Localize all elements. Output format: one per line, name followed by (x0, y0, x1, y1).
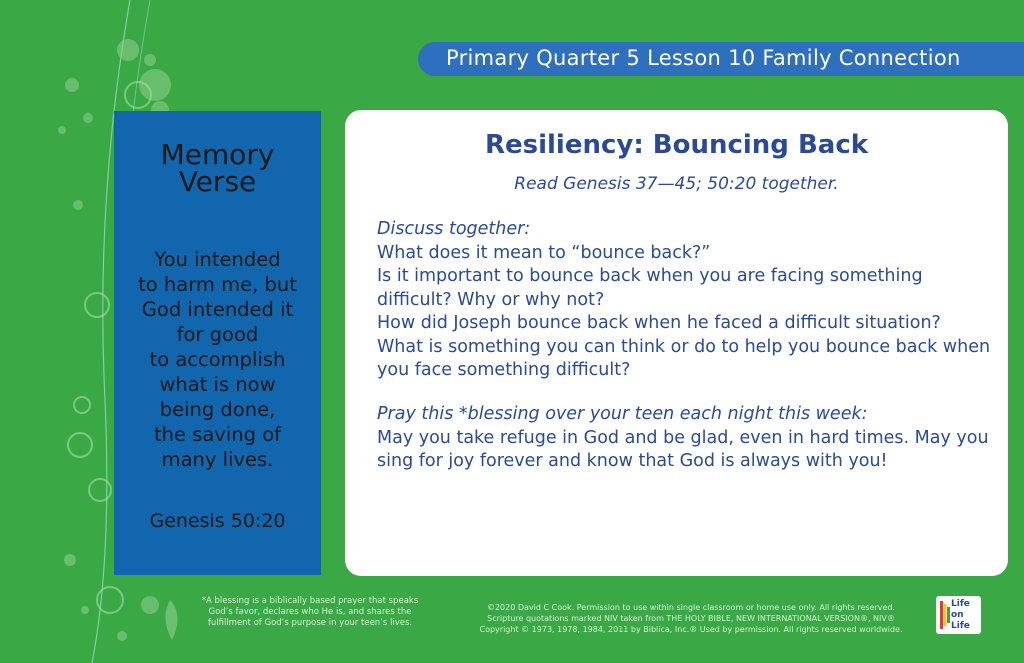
question-item: Is it important to bounce back when you are facing something difficult? Why or why not? (377, 266, 923, 310)
card-subtitle: Read Genesis 37—45; 50:20 together. (514, 174, 839, 194)
header-title: Primary Quarter 5 Lesson 10 Family Connection (446, 46, 961, 70)
question-item: What does it mean to “bounce back?” (377, 242, 711, 263)
blessing-text: May you take refuge in God and be glad, even in hard times. May you sing for joy forever and know that God is always with you! (377, 427, 989, 471)
memory-verse-title: Memory Verse (160, 138, 275, 198)
memory-verse-text: You intended to harm me, but God intended it for good to accomplish what is now being done, the saving of many lives. (138, 248, 297, 471)
memory-verse-reference: Genesis 50:20 (149, 510, 286, 532)
question-item: How did Joseph bounce back when he faced a difficult situation? (377, 313, 941, 333)
logo-mark-icon (940, 601, 950, 629)
header-bar (418, 42, 1024, 76)
life-on-life-logo (936, 596, 981, 634)
copyright-notice: ©2020 David C Cook. Permission to use within single classroom or home use only. All rights reserved. Scripture quotations marked NIV taken from THE HOLY BIBLE, NEW INTERNATIONAL VERSION®, NIV® Copyright © 1973, 1978, 1984, 2011 by Biblica, Inc.® Used by permission. All rights reserved worldwide. (479, 603, 903, 634)
discussion-card (345, 110, 1008, 576)
logo-text: Life on Life (951, 599, 970, 631)
discuss-heading: Discuss together: (377, 219, 531, 239)
discussion-block (377, 218, 997, 383)
prayer-block (377, 403, 997, 474)
pray-heading: Pray this *blessing over your teen each night this week: (377, 404, 868, 424)
card-title: Resiliency: Bouncing Back (484, 130, 869, 160)
memory-verse-panel (114, 111, 321, 575)
question-item: What is something you can think or do to help you bounce back when you face something difficult? (377, 336, 991, 380)
blessing-footnote: *A blessing is a biblically based prayer that speaks God’s favor, declares who He is, and shares the fulfillment of God’s purpose in your teen’s lives. (201, 596, 419, 628)
